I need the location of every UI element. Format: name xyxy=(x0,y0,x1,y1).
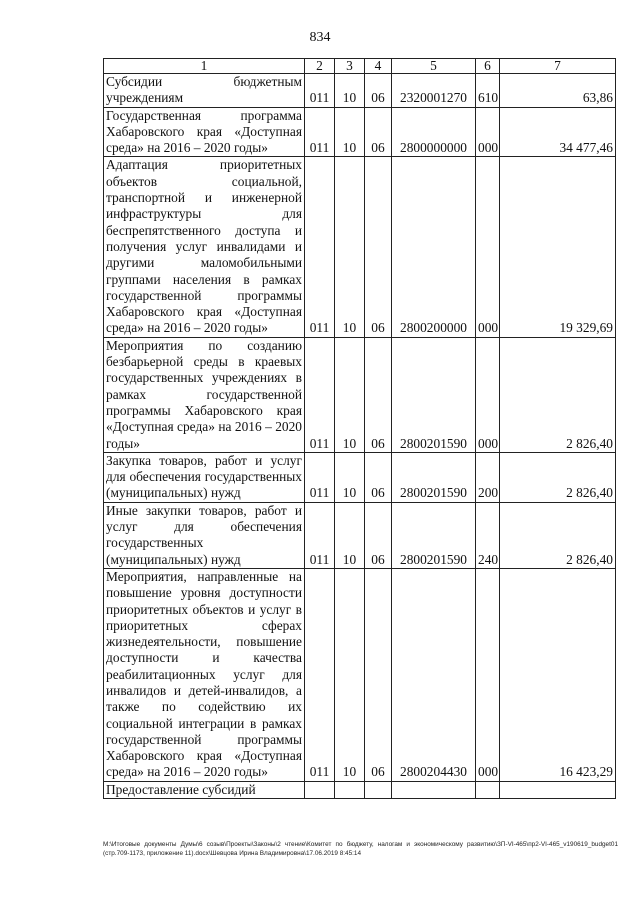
table-row xyxy=(104,452,616,502)
row-code-ministry: 011 xyxy=(305,107,335,157)
column-header: 7 xyxy=(500,59,616,74)
row-amount: 2 826,40 xyxy=(500,502,616,568)
column-header: 6 xyxy=(476,59,500,74)
row-code-section: 10 xyxy=(335,452,365,502)
table-row xyxy=(104,107,616,157)
column-header: 5 xyxy=(392,59,476,74)
row-code-expense-type: 240 xyxy=(476,502,500,568)
row-code-target: 2320001270 xyxy=(392,74,476,108)
row-code-section xyxy=(335,781,365,798)
row-code-expense-type: 000 xyxy=(476,568,500,781)
row-code-subsection: 06 xyxy=(365,452,392,502)
row-code-ministry xyxy=(305,781,335,798)
row-name: Адаптация приоритетных объектов социальной, транспортной и инженерной инфраструктуры для беспрепятственного доступа и получения услуг инвалидами и другими маломобильными группами населения в рамках государственной программы Хабаровского края «Доступная среда» на 2016 – 2020 годы» xyxy=(104,157,305,337)
table-header-row xyxy=(104,59,616,74)
row-code-expense-type: 000 xyxy=(476,337,500,452)
table-row xyxy=(104,568,616,781)
row-code-expense-type: 200 xyxy=(476,452,500,502)
file-path-footer: М:\Итоговые документы Думы\6 созыв\Проекты\Законы\2 чтение\Комитет по бюджету, налогам и экономическому развитию\ЗП-VI-465\пр2-VI-465_v190619_budget01 (стр.709-1173, приложение 11).docx\Шевцова Ирина Владимировна\17.06.2019 8:45:14 xyxy=(103,841,618,857)
row-amount: 63,86 xyxy=(500,74,616,108)
row-code-section: 10 xyxy=(335,568,365,781)
budget-table xyxy=(103,58,616,799)
column-header: 4 xyxy=(365,59,392,74)
row-code-target: 2800201590 xyxy=(392,502,476,568)
row-code-ministry: 011 xyxy=(305,337,335,452)
row-code-ministry: 011 xyxy=(305,502,335,568)
table-row xyxy=(104,502,616,568)
row-name: Государственная программа Хабаровского края «Доступная среда» на 2016 – 2020 годы» xyxy=(104,107,305,157)
row-code-subsection: 06 xyxy=(365,502,392,568)
row-code-target xyxy=(392,781,476,798)
row-name: Предоставление субсидий xyxy=(104,781,305,798)
row-code-subsection: 06 xyxy=(365,74,392,108)
column-header: 2 xyxy=(305,59,335,74)
table-row xyxy=(104,337,616,452)
row-amount: 16 423,29 xyxy=(500,568,616,781)
row-code-target: 2800000000 xyxy=(392,107,476,157)
table-row xyxy=(104,74,616,108)
row-amount: 34 477,46 xyxy=(500,107,616,157)
row-code-section: 10 xyxy=(335,502,365,568)
row-code-section: 10 xyxy=(335,107,365,157)
row-code-section: 10 xyxy=(335,74,365,108)
row-code-subsection: 06 xyxy=(365,107,392,157)
row-code-ministry: 011 xyxy=(305,74,335,108)
row-code-section: 10 xyxy=(335,337,365,452)
row-code-target: 2800200000 xyxy=(392,157,476,337)
column-header: 1 xyxy=(104,59,305,74)
row-code-subsection: 06 xyxy=(365,568,392,781)
row-name: Иные закупки товаров, работ и услуг для обеспечения государственных (муниципальных) нужд xyxy=(104,502,305,568)
page-number: 834 xyxy=(309,30,331,45)
table-row xyxy=(104,157,616,337)
row-code-target: 2800201590 xyxy=(392,452,476,502)
row-name: Мероприятия, направленные на повышение уровня доступности приоритетных объектов и услуг в приоритетных сферах жизнедеятельности, повышение доступности и качества реабилитационных услуг для инвалидов и детей-инвалидов, а также по содействию их социальной интеграции в рамках государственной программы Хабаровского края «Доступная среда» на 2016 – 2020 годы» xyxy=(104,568,305,781)
row-amount xyxy=(500,781,616,798)
row-code-expense-type xyxy=(476,781,500,798)
row-code-expense-type: 000 xyxy=(476,157,500,337)
row-code-target: 2800201590 xyxy=(392,337,476,452)
row-code-subsection: 06 xyxy=(365,157,392,337)
row-code-ministry: 011 xyxy=(305,157,335,337)
row-amount: 2 826,40 xyxy=(500,452,616,502)
row-code-section: 10 xyxy=(335,157,365,337)
row-code-ministry: 011 xyxy=(305,568,335,781)
row-code-subsection: 06 xyxy=(365,337,392,452)
table-row xyxy=(104,781,616,798)
row-code-target: 2800204430 xyxy=(392,568,476,781)
row-amount: 19 329,69 xyxy=(500,157,616,337)
row-code-expense-type: 000 xyxy=(476,107,500,157)
row-code-expense-type: 610 xyxy=(476,74,500,108)
column-header: 3 xyxy=(335,59,365,74)
row-code-ministry: 011 xyxy=(305,452,335,502)
row-amount: 2 826,40 xyxy=(500,337,616,452)
row-code-subsection xyxy=(365,781,392,798)
row-name: Закупка товаров, работ и услуг для обеспечения государственных (муниципальных) нужд xyxy=(104,452,305,502)
row-name: Субсидии бюджетным учреждениям xyxy=(104,74,305,108)
row-name: Мероприятия по созданию безбарьерной среды в краевых государственных учреждениях в рамках государственной программы Хабаровского края «Доступная среда» на 2016 – 2020 годы» xyxy=(104,337,305,452)
